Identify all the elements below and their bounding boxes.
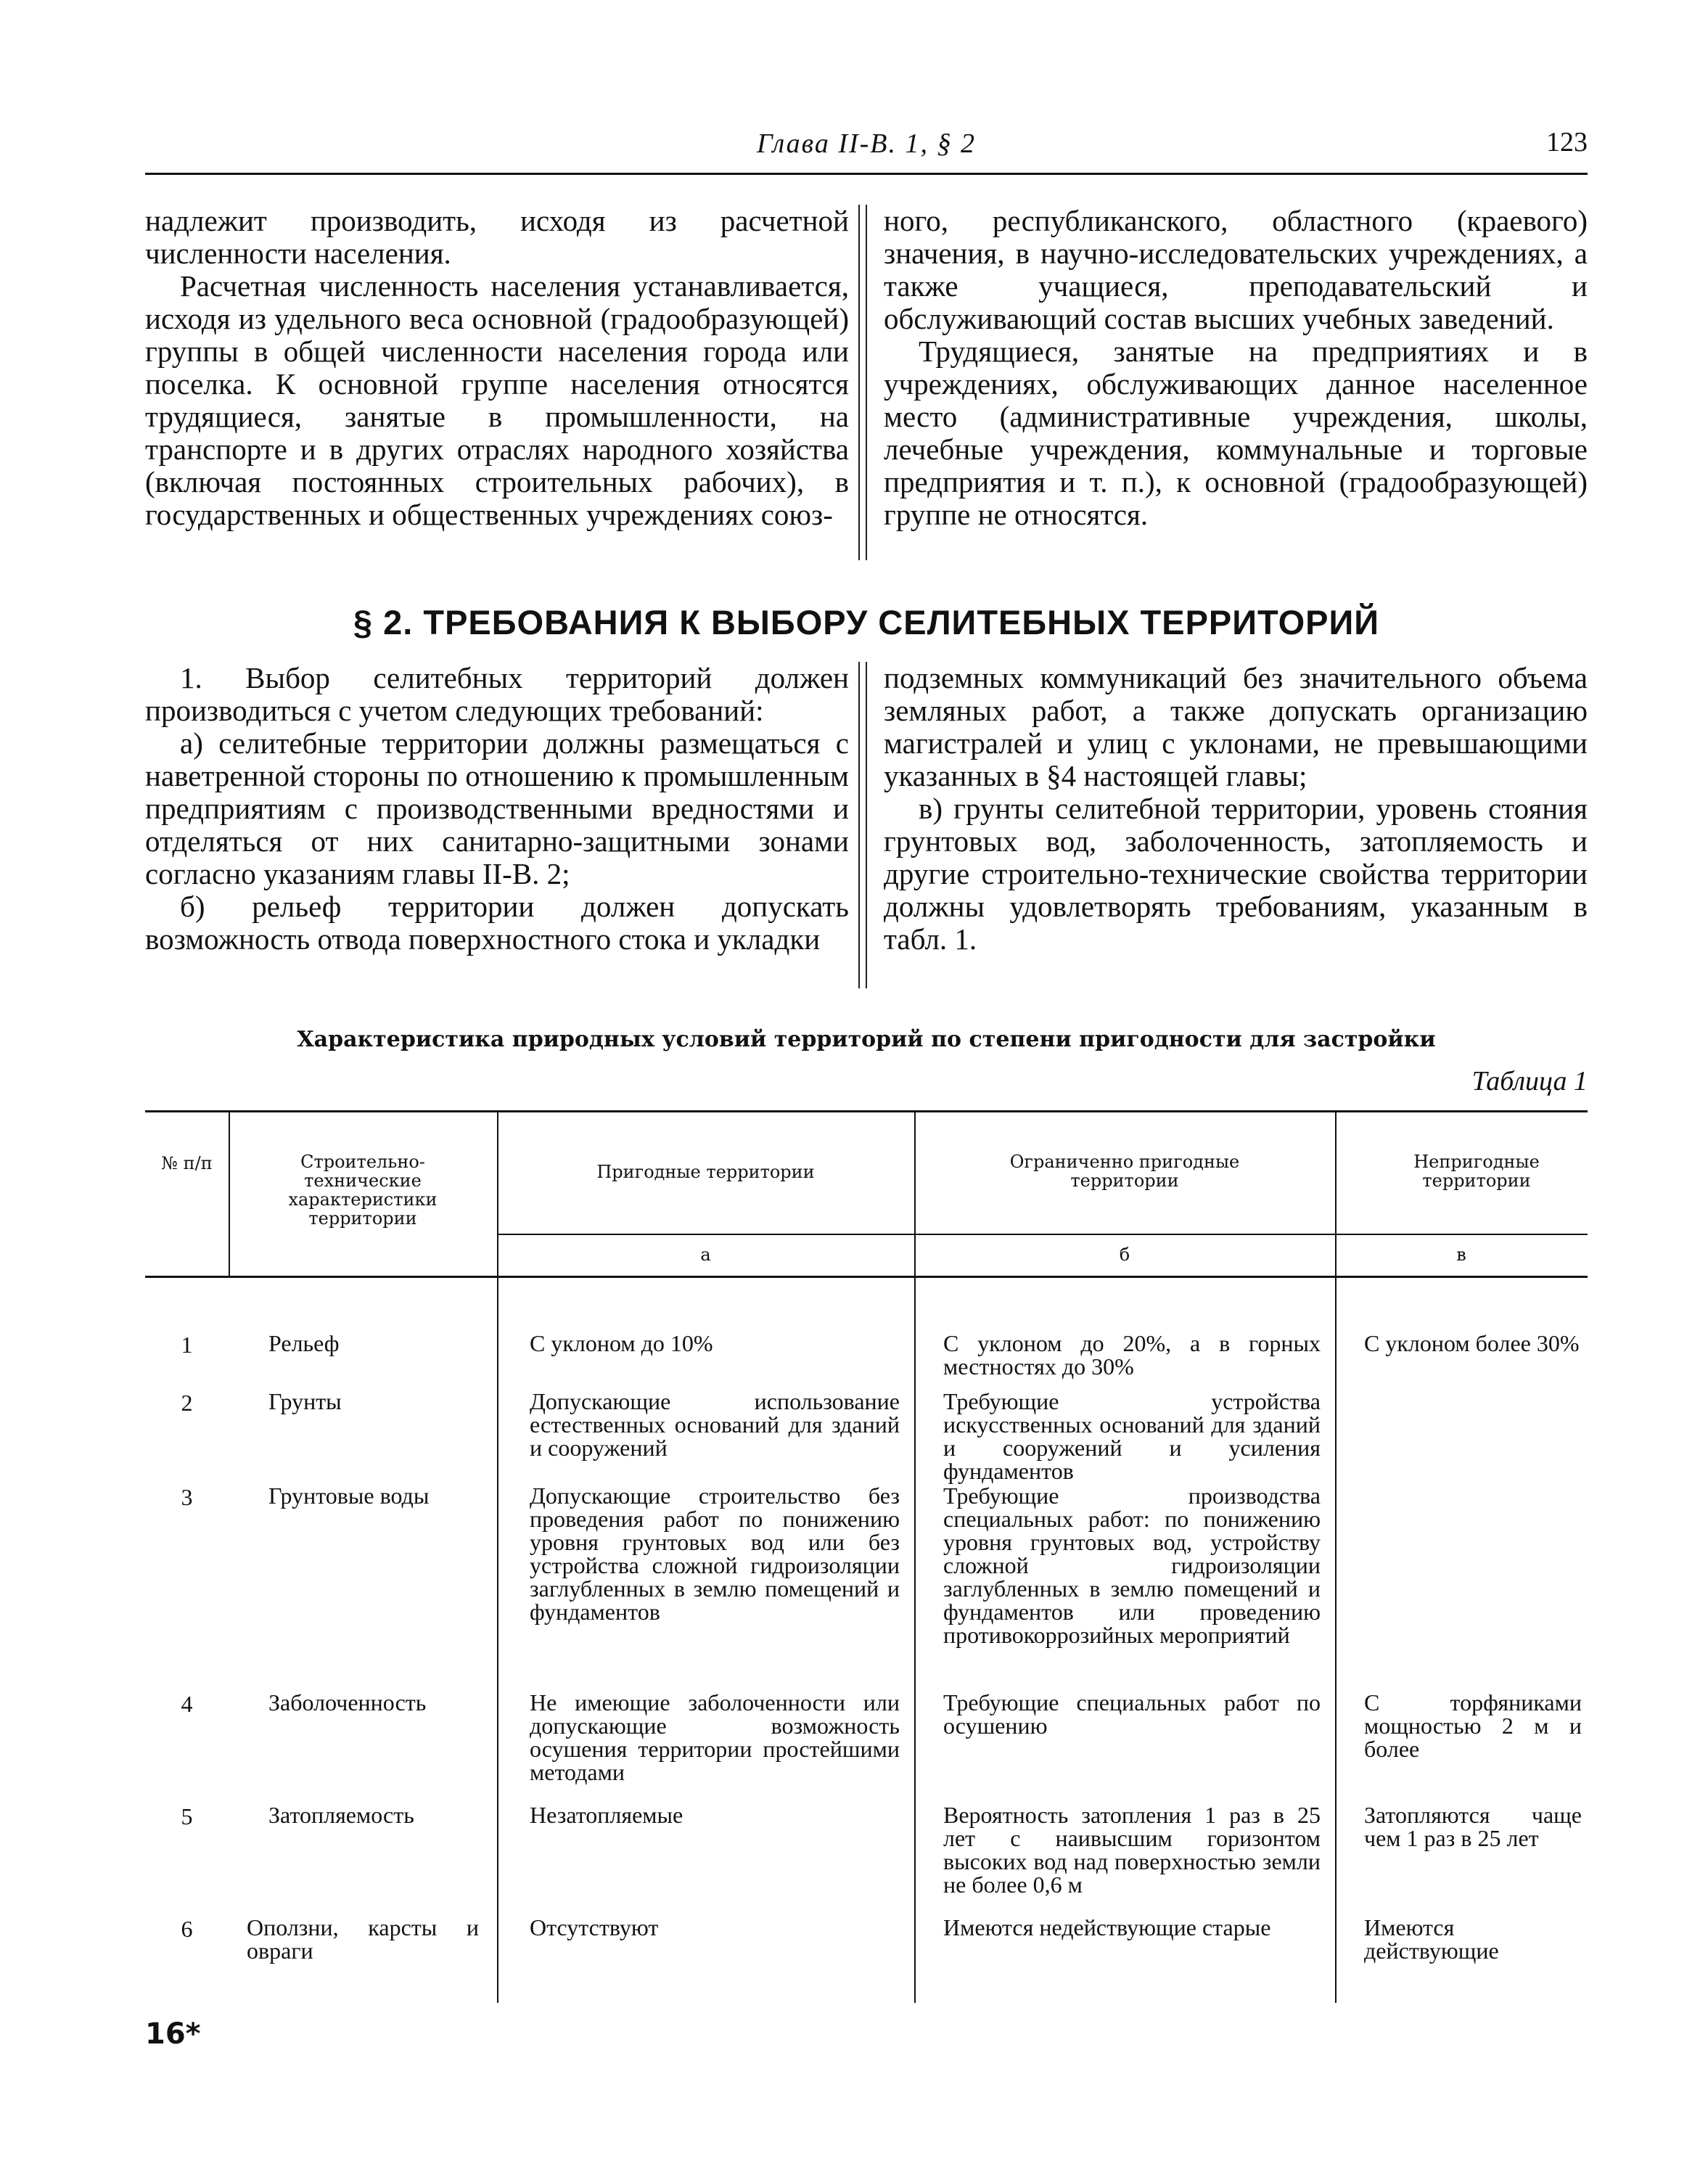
row-number: 4 [181, 1691, 193, 1717]
signature-mark: 16* [145, 2017, 201, 2051]
row-limited: Требующие устройства искусственных оснований для зданий и сооружений и усиления фундаментов [943, 1388, 1321, 1484]
row-limited: Вероятность затопления 1 раз в 25 лет с наивысшим горизонтом высоких вод над поверхностью земли не более 0,6 м [943, 1802, 1321, 1898]
section-left-column [145, 662, 849, 956]
page-number: 123 [1546, 127, 1588, 157]
header-unsuitable: Непригодные территории [1413, 1152, 1540, 1191]
row-number: 1 [181, 1332, 193, 1358]
subheader-b: б [1119, 1245, 1130, 1265]
intro-text-block [145, 205, 1588, 560]
paragraph: 1. Выбор селитебных территорий должен производиться с учетом следующих требований: [145, 661, 849, 727]
paragraph: надлежит производить, исходя из расчетной численности населения. [145, 204, 849, 270]
row-limited: Требующие производства специальных работ: по понижению уровня грунтовых вод, устройству сложной гидроизоляции заглубленных в землю помещений и фундаментов или проведению противокоррозийных мероприятий [943, 1483, 1321, 1648]
section-right-column [884, 662, 1588, 956]
paragraph: б) рельеф территории должен допускать возможность отвода поверхностного стока и укладки [145, 890, 849, 956]
row-characteristic: Грунтовые воды [268, 1483, 430, 1509]
row-number: 3 [181, 1484, 193, 1510]
section-text-block [145, 662, 1588, 988]
subheader-a: а [700, 1245, 711, 1265]
row-number: 6 [181, 1916, 193, 1942]
row-limited: Имеются недействующие старые [943, 1914, 1271, 1940]
row-characteristic: Рельеф [268, 1330, 340, 1356]
row-characteristic: Заболоченность [268, 1689, 427, 1715]
paragraph: ного, республиканского, областного (краевого) значения, в научно-исследовательских учреждениях, а также учащиеся, преподавательский и обслуживающий состав высших учебных заведений. [884, 204, 1588, 335]
paragraph: а) селитебные территории должны размещаться с наветренной стороны по отношению к промышленным предприятиям с производственными вредностями и отделяться от них санитарно-защитными зонами согласно указаниям главы II-В. 2; [145, 726, 849, 890]
row-suitable: Не имеющие заболоченности или допускающие возможность осушения территории простейшими методами [530, 1689, 900, 1785]
column-rule [1335, 1110, 1337, 2003]
row-suitable: С уклоном до 10% [530, 1330, 713, 1356]
row-limited: Требующие специальных работ по осушению [943, 1689, 1321, 1739]
row-unsuitable: С уклоном более 30% [1364, 1330, 1580, 1356]
subheader-rule [497, 1234, 1588, 1235]
row-limited: С уклоном до 20%, а в горных местностях до 30% [943, 1330, 1321, 1379]
section-title: § 2. ТРЕБОВАНИЯ К ВЫБОРУ СЕЛИТЕБНЫХ ТЕРРИТОРИЙ [353, 603, 1380, 641]
intro-left-column [145, 205, 849, 531]
column-divider [858, 205, 867, 560]
row-characteristic: Грунты [268, 1388, 342, 1414]
table-label: Таблица 1 [1471, 1066, 1588, 1096]
row-unsuitable: С торфяниками мощностью 2 м и более [1364, 1689, 1582, 1762]
header-bottom-rule [145, 1276, 1588, 1278]
table-caption: Характеристика природных условий территорий по степени пригодности для застройки [297, 1027, 1436, 1052]
row-number: 5 [181, 1803, 193, 1829]
paragraph: в) грунты селитебной территории, уровень стояния грунтовых вод, заболоченность, затопляемость и другие строительно-технические свойства территории должны удовлетворять требованиям, указанным в табл. 1. [884, 792, 1588, 956]
page-header [145, 122, 1588, 175]
row-characteristic: Затопляемость [268, 1802, 414, 1828]
suitability-table [145, 1110, 1588, 2003]
column-rule [914, 1110, 916, 2003]
row-suitable: Допускающие строительство без проведения работ по понижению уровня грунтовых вод или без устройства сложной гидроизоляции заглубленных в землю помещений и фундаментов [530, 1483, 900, 1625]
row-unsuitable: Имеются действующие [1364, 1914, 1499, 1964]
header-characteristic: Строительно-технические характеристики территории [288, 1152, 438, 1229]
row-characteristic: Оползни, карсты и овраги [247, 1914, 479, 1964]
subheader-c: в [1456, 1245, 1466, 1265]
intro-right-column [884, 205, 1588, 531]
header-limited: Ограниченно пригодные территории [1009, 1152, 1240, 1191]
column-divider [858, 662, 867, 988]
chapter-reference: Глава II-В. 1, § 2 [756, 128, 977, 159]
row-unsuitable: Затопляются чаще чем 1 раз в 25 лет [1364, 1802, 1582, 1851]
row-suitable: Отсутствуют [530, 1914, 659, 1940]
paragraph: Расчетная численность населения устанавливается, исходя из удельного веса основной (градообразующей) группы в общей численности населения города или поселка. К основной группе населения относятся трудящиеся, занятые в промышленности, на транспорте и в других отраслях народного хозяйства (включая постоянных строительных рабочих), в государственных и общественных учреждениях союз- [145, 269, 849, 531]
column-rule [229, 1110, 230, 1276]
header-num: № п/п [161, 1153, 213, 1173]
row-suitable: Допускающие использование естественных оснований для зданий и сооружений [530, 1388, 900, 1461]
column-rule [497, 1110, 498, 2003]
header-suitable: Пригодные территории [596, 1162, 815, 1182]
row-number: 2 [181, 1390, 193, 1416]
row-suitable: Незатопляемые [530, 1802, 683, 1828]
paragraph: Трудящиеся, занятые на предприятиях и в учреждениях, обслуживающих данное населенное место (административные учреждения, школы, лечебные учреждения, коммунальные и торговые предприятия и т. п.), к основной (градообразующей) группе не относятся. [884, 335, 1588, 531]
table-top-rule [145, 1110, 1588, 1112]
paragraph: подземных коммуникаций без значительного объема земляных работ, а также допускать организацию магистралей и улиц с уклонами, не превышающими указанных в §4 настоящей главы; [884, 661, 1588, 792]
